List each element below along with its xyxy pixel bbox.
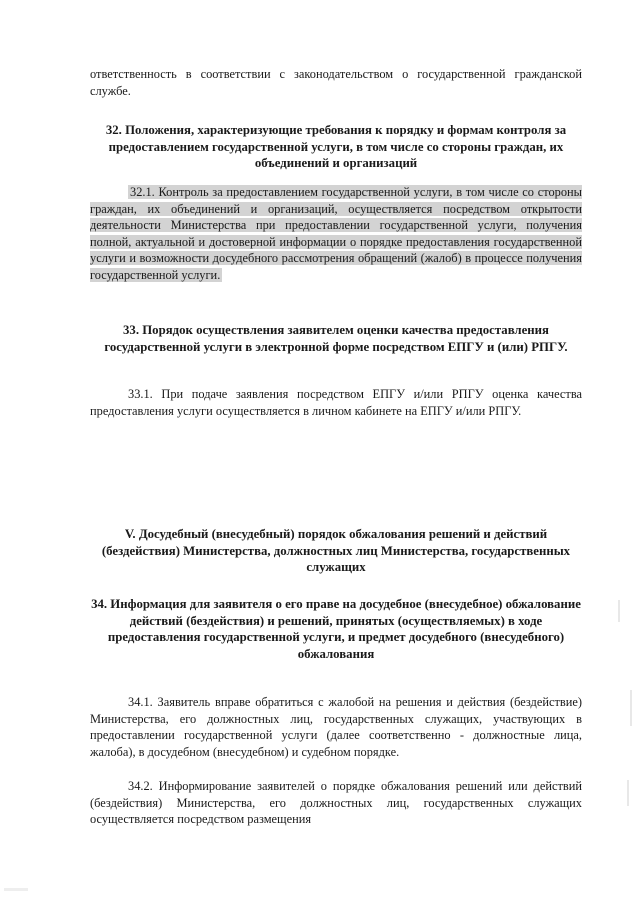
paragraph-33-1: 33.1. При подаче заявления посредством ЕПГУ и/или РПГУ оценка качества предоставления услуги осуществляется в личном кабинете на ЕПГУ и/или РПГУ. xyxy=(90,387,582,418)
paragraph-34-2: 34.2. Информирование заявителей о порядке обжалования решений или действий (бездействия) Министерства, его должностных лиц, государственных служащих осуществляется посредством размещения xyxy=(90,779,582,827)
highlighted-text: 32.1. Контроль за предоставлением государственной услуги, в том числе со стороны граждан, их объединений и организаций, осуществляется посредством открытости деятельности Министерства при предоставлении государственной услуги, получения полной, актуальной и достоверной информации о порядке предоставления государственной услуги и возможности досудебного рассмотрения обращений (жалоб) в процессе получения государственной услуги. xyxy=(90,185,582,282)
scan-margin-mark xyxy=(630,690,632,726)
paragraph-34-1: 34.1. Заявитель вправе обратиться с жалобой на решения и действия (бездействие) Министерства, его должностных лиц, государственных служащих, участвующих в предоставлении государственной услуги (далее соответственно - должностные лица, жалоба), в досудебном (внесудебном) и судебном порядке. xyxy=(90,695,582,759)
section-32-heading: 32. Положения, характеризующие требования к порядку и формам контроля за предоставлением государственной услуги, в том числе со стороны граждан, их объединений и организаций xyxy=(105,123,567,170)
scan-corner-mark xyxy=(4,888,28,891)
scan-margin-mark xyxy=(627,780,629,806)
chapter-v-heading: V. Досудебный (внесудебный) порядок обжалования решений и действий (бездействия) Министерства, должностных лиц Министерства, государственных служащих xyxy=(101,527,571,574)
section-33-heading: 33. Порядок осуществления заявителем оценки качества предоставления государственной услуги в электронной форме посредством ЕПГУ и (или) РПГУ. xyxy=(104,323,568,354)
scan-margin-mark xyxy=(618,600,620,622)
paragraph-32-1 xyxy=(90,184,582,284)
intro-fragment-paragraph: ответственность в соответствии с законодательством о государственной гражданской службе. xyxy=(90,67,582,98)
section-34-heading: 34. Информация для заявителя о его праве на досудебное (внесудебное) обжалование действий (бездействия) и решений, принятых (осуществляемых) в ходе предоставления государственной услуги, и предмет досудебного (внесудебного) обжалования xyxy=(91,597,581,661)
